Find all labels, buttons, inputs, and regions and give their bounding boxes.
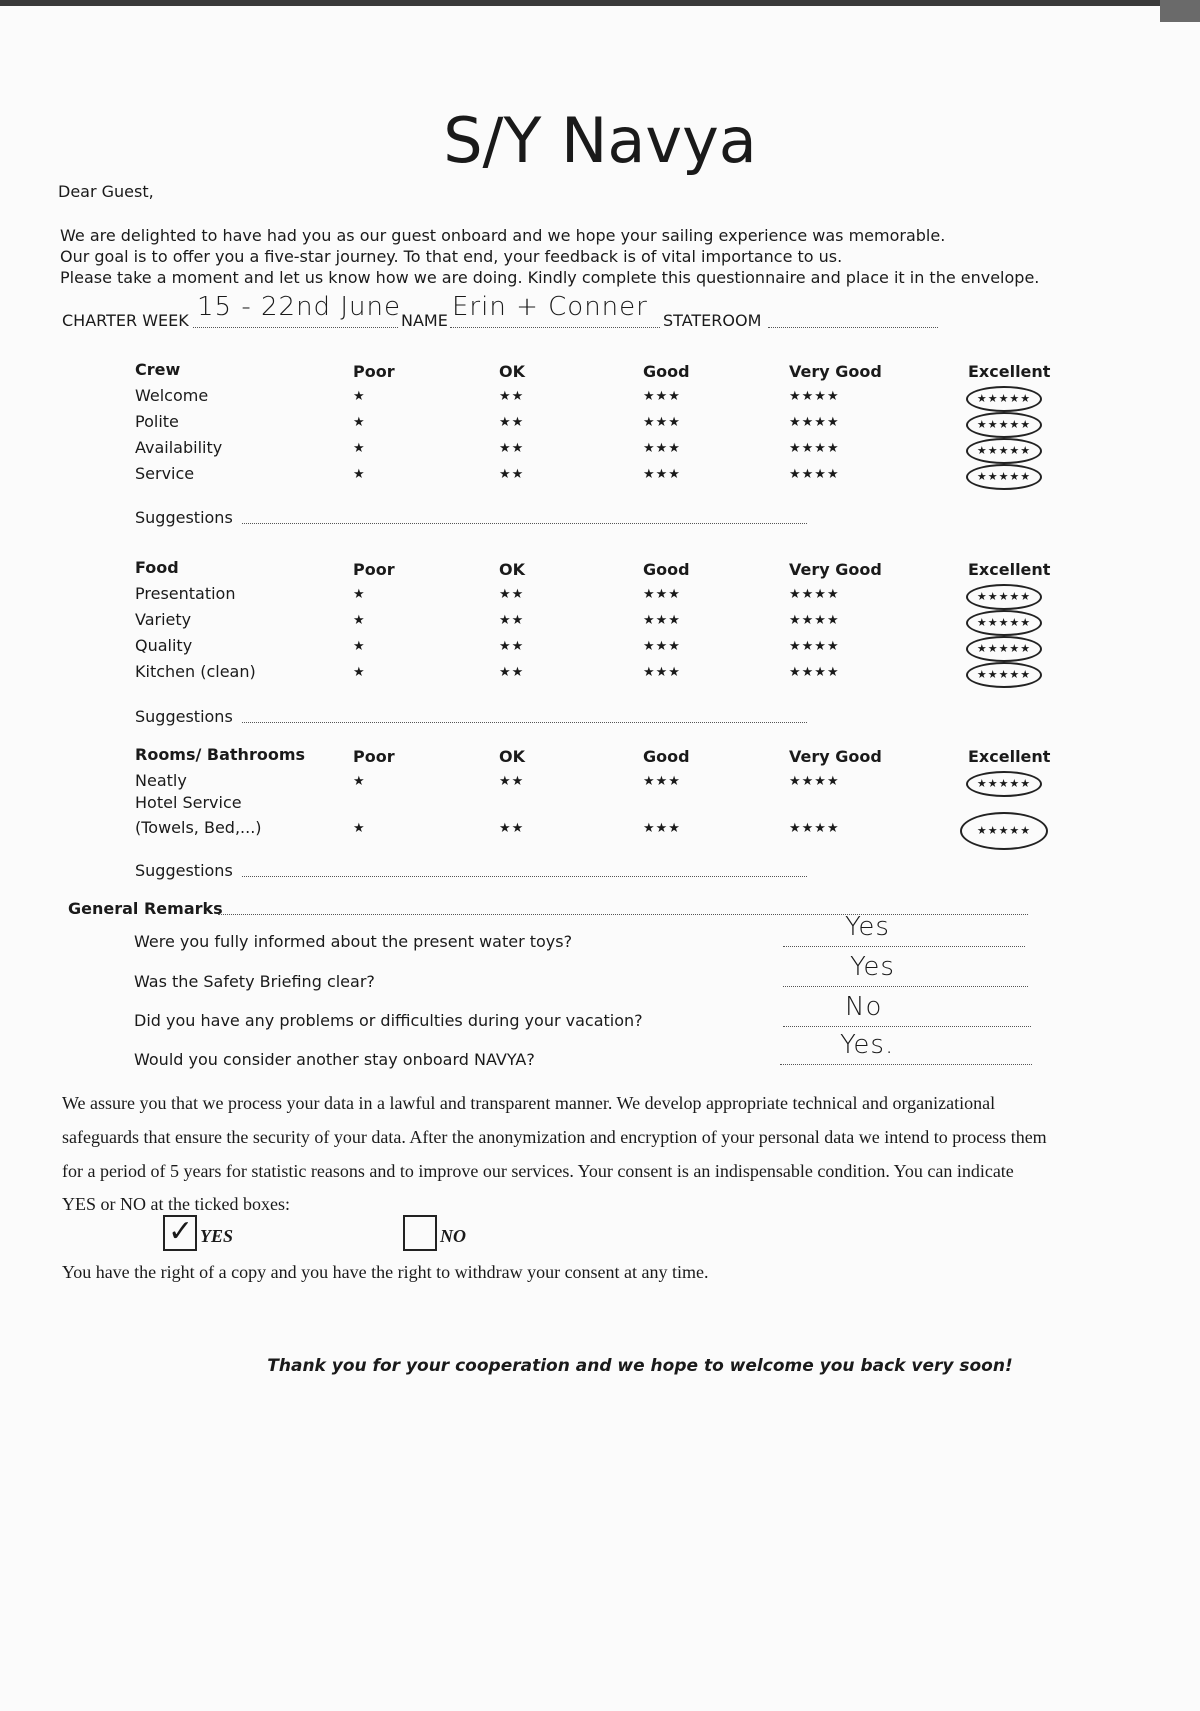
star-rating-very-good[interactable]: ★★★★: [789, 639, 840, 654]
charter-week-line: [193, 327, 398, 328]
row-label: Kitchen (clean): [135, 662, 256, 681]
suggestions-label: Suggestions: [135, 861, 233, 880]
star-rating-very-good[interactable]: ★★★★: [789, 587, 840, 602]
excellent-circled-rating[interactable]: [966, 464, 1042, 490]
star-rating-poor[interactable]: ★: [353, 415, 366, 430]
star-rating-very-good[interactable]: ★★★★: [789, 821, 840, 836]
star-rating-excellent: ★★★★★: [976, 590, 1032, 603]
name-value[interactable]: Erin + Conner: [452, 292, 648, 322]
excellent-circled-rating[interactable]: [966, 584, 1042, 610]
star-rating-good[interactable]: ★★★: [643, 665, 681, 680]
column-header-good: Good: [643, 560, 690, 579]
scan-corner: [1160, 0, 1200, 22]
question-1: Were you fully informed about the present water toys?: [134, 932, 573, 951]
star-rating-good[interactable]: ★★★: [643, 389, 681, 404]
row-label: Presentation: [135, 584, 236, 603]
star-rating-ok[interactable]: ★★: [499, 613, 525, 628]
star-rating-good[interactable]: ★★★: [643, 441, 681, 456]
answer-4-line: [780, 1064, 1032, 1065]
column-header-excellent: Excellent: [968, 747, 1051, 766]
star-rating-excellent: ★★★★★: [976, 668, 1032, 681]
intro-line-2: Our goal is to offer you a five-star journey. To that end, your feedback is of vital importance to us.: [60, 247, 843, 266]
star-rating-ok[interactable]: ★★: [499, 774, 525, 789]
consent-no-checkbox[interactable]: [403, 1215, 437, 1251]
column-header-poor: Poor: [353, 747, 395, 766]
section-title: Rooms/ Bathrooms: [135, 745, 306, 764]
star-rating-ok[interactable]: ★★: [499, 467, 525, 482]
star-rating-good[interactable]: ★★★: [643, 639, 681, 654]
star-rating-very-good[interactable]: ★★★★: [789, 774, 840, 789]
star-rating-ok[interactable]: ★★: [499, 587, 525, 602]
intro-line-3: Please take a moment and let us know how we are doing. Kindly complete this questionnaire and place it in the envelope.: [60, 268, 1040, 287]
star-rating-ok[interactable]: ★★: [499, 665, 525, 680]
suggestions-line[interactable]: [242, 523, 807, 524]
column-header-ok: OK: [499, 747, 525, 766]
intro-line-1: We are delighted to have had you as our guest onboard and we hope your sailing experience was memorable.: [60, 226, 946, 245]
star-rating-excellent: ★★★★★: [976, 616, 1032, 629]
star-rating-ok[interactable]: ★★: [499, 415, 525, 430]
section-title: Food: [135, 558, 179, 577]
rights-text: You have the right of a copy and you have the right to withdraw your consent at any time.: [62, 1262, 709, 1282]
star-rating-excellent: ★★★★★: [976, 777, 1032, 790]
star-rating-poor[interactable]: ★: [353, 639, 366, 654]
excellent-circled-rating[interactable]: [966, 412, 1042, 438]
excellent-circled-rating[interactable]: [966, 771, 1042, 797]
privacy-line-1: We assure you that we process your data in a lawful and transparent manner. We develop appropriate technical and organizational: [62, 1093, 996, 1113]
star-rating-good[interactable]: ★★★: [643, 774, 681, 789]
star-rating-excellent: ★★★★★: [976, 642, 1032, 655]
check-mark-icon: ✓: [168, 1214, 194, 1249]
star-rating-ok[interactable]: ★★: [499, 389, 525, 404]
column-header-ok: OK: [499, 560, 525, 579]
star-rating-ok[interactable]: ★★: [499, 821, 525, 836]
star-rating-poor[interactable]: ★: [353, 665, 366, 680]
privacy-line-2: safeguards that ensure the security of your data. After the anonymization and encryption of your personal data we intend to process them: [62, 1127, 1047, 1147]
suggestions-label: Suggestions: [135, 508, 233, 527]
consent-yes-label: YES: [200, 1226, 234, 1246]
row-label: Variety: [135, 610, 192, 629]
row-label: (Towels, Bed,...): [135, 818, 262, 837]
excellent-circled-rating[interactable]: [966, 662, 1042, 688]
column-header-very-good: Very Good: [789, 560, 882, 579]
star-rating-very-good[interactable]: ★★★★: [789, 467, 840, 482]
row-label: Service: [135, 464, 195, 483]
column-header-excellent: Excellent: [968, 560, 1051, 579]
star-rating-poor[interactable]: ★: [353, 774, 366, 789]
answer-3-line: [783, 1026, 1031, 1027]
question-3: Did you have any problems or difficulties during your vacation?: [134, 1011, 643, 1030]
star-rating-very-good[interactable]: ★★★★: [789, 441, 840, 456]
star-rating-very-good[interactable]: ★★★★: [789, 665, 840, 680]
general-remarks-label: General Remarks: [68, 899, 223, 918]
consent-no-label: NO: [440, 1226, 466, 1246]
greeting: Dear Guest,: [58, 182, 154, 201]
consent-yes-checkbox[interactable]: [163, 1215, 197, 1251]
star-rating-ok[interactable]: ★★: [499, 639, 525, 654]
star-rating-poor[interactable]: ★: [353, 587, 366, 602]
excellent-circled-rating[interactable]: [966, 636, 1042, 662]
column-header-poor: Poor: [353, 560, 395, 579]
question-2: Was the Safety Briefing clear?: [134, 972, 375, 991]
star-rating-excellent: ★★★★★: [976, 470, 1032, 483]
star-rating-poor[interactable]: ★: [353, 613, 366, 628]
star-rating-poor[interactable]: ★: [353, 389, 366, 404]
question-4: Would you consider another stay onboard NAVYA?: [134, 1050, 535, 1069]
star-rating-excellent: ★★★★★: [976, 444, 1032, 457]
star-rating-poor[interactable]: ★: [353, 821, 366, 836]
suggestions-label: Suggestions: [135, 707, 233, 726]
name-line: [450, 327, 660, 328]
thank-you-note: Thank you for your cooperation and we hope to welcome you back very soon!: [267, 1356, 1013, 1376]
page-title: S/Y Navya: [443, 104, 757, 177]
star-rating-very-good[interactable]: ★★★★: [789, 389, 840, 404]
star-rating-good[interactable]: ★★★: [643, 467, 681, 482]
star-rating-very-good[interactable]: ★★★★: [789, 613, 840, 628]
excellent-circled-rating[interactable]: [966, 386, 1042, 412]
suggestions-line[interactable]: [242, 722, 807, 723]
column-header-good: Good: [643, 362, 690, 381]
row-label: Neatly: [135, 771, 187, 790]
star-rating-ok[interactable]: ★★: [499, 441, 525, 456]
star-rating-excellent: ★★★★★: [976, 392, 1032, 405]
excellent-circled-rating[interactable]: [966, 610, 1042, 636]
row-label: Welcome: [135, 386, 209, 405]
row-label: Hotel Service: [135, 793, 242, 812]
star-rating-poor[interactable]: ★: [353, 467, 366, 482]
row-label: Availability: [135, 438, 223, 457]
star-rating-poor[interactable]: ★: [353, 441, 366, 456]
column-header-ok: OK: [499, 362, 525, 381]
privacy-line-3: for a period of 5 years for statistic reasons and to improve our services. Your consent is an indispensable condition. You can indicate: [62, 1161, 1014, 1181]
star-rating-good[interactable]: ★★★: [643, 415, 681, 430]
column-header-very-good: Very Good: [789, 362, 882, 381]
section-title: Crew: [135, 360, 181, 379]
excellent-circled-rating[interactable]: [960, 812, 1048, 850]
star-rating-good[interactable]: ★★★: [643, 587, 681, 602]
general-remarks-line[interactable]: [218, 914, 1028, 915]
star-rating-excellent: ★★★★★: [976, 824, 1032, 837]
column-header-poor: Poor: [353, 362, 395, 381]
answer-1[interactable]: Yes: [845, 912, 890, 942]
scan-edge: [0, 0, 1200, 6]
answer-2-line: [783, 986, 1028, 987]
stateroom-label: STATEROOM: [663, 311, 762, 330]
suggestions-line[interactable]: [242, 876, 807, 877]
star-rating-excellent: ★★★★★: [976, 418, 1032, 431]
column-header-good: Good: [643, 747, 690, 766]
answer-3[interactable]: No: [845, 992, 883, 1022]
charter-week-value[interactable]: 15 - 22nd June: [197, 292, 401, 322]
name-label: NAME: [401, 311, 448, 330]
column-header-very-good: Very Good: [789, 747, 882, 766]
privacy-line-4: YES or NO at the ticked boxes:: [62, 1194, 290, 1214]
star-rating-good[interactable]: ★★★: [643, 821, 681, 836]
stateroom-line[interactable]: [768, 327, 938, 328]
answer-1-line: [783, 946, 1025, 947]
charter-week-label: CHARTER WEEK: [62, 311, 189, 330]
answer-2[interactable]: Yes: [850, 952, 895, 982]
star-rating-good[interactable]: ★★★: [643, 613, 681, 628]
column-header-excellent: Excellent: [968, 362, 1051, 381]
answer-4[interactable]: Yes.: [840, 1030, 895, 1060]
row-label: Polite: [135, 412, 179, 431]
row-label: Quality: [135, 636, 193, 655]
excellent-circled-rating[interactable]: [966, 438, 1042, 464]
star-rating-very-good[interactable]: ★★★★: [789, 415, 840, 430]
